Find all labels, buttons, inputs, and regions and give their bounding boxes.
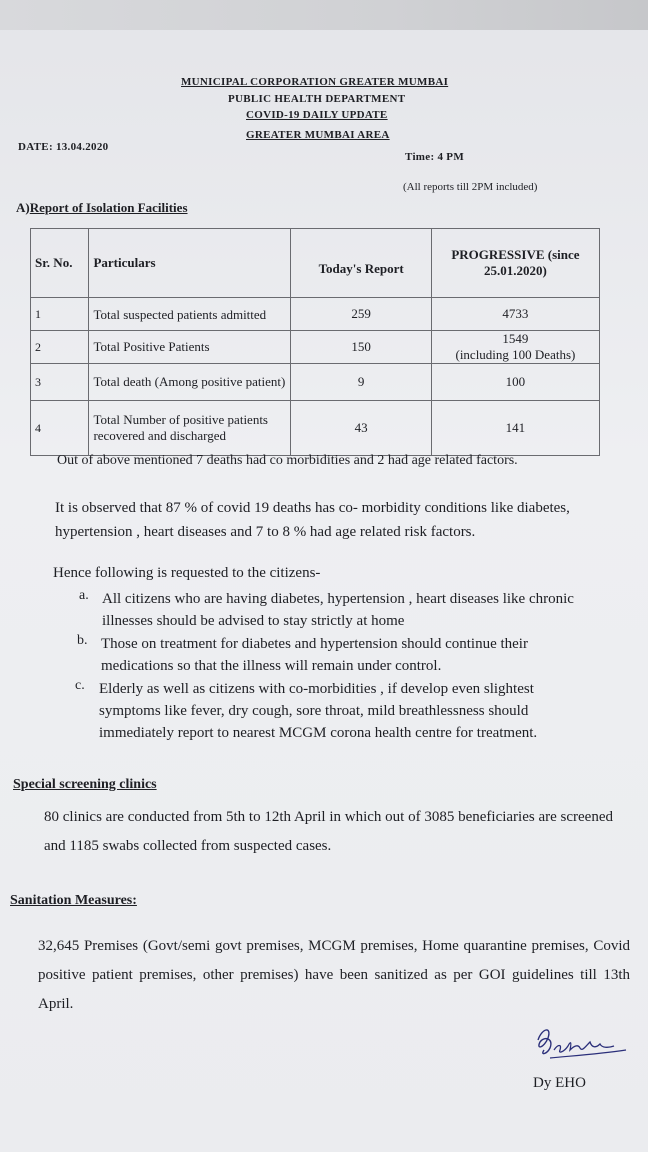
request-marker-c: c. xyxy=(75,678,85,693)
section-c-paragraph: 32,645 Premises (Govt/semi govt premises, MCGM premises, Home quarantine premises, Covid positive patient premises, other premises) have been sanitized as per GOI guidelines till 13th April. xyxy=(38,938,630,1012)
row-sr: 1 xyxy=(31,298,89,331)
row-progressive-cell xyxy=(431,331,599,364)
isolation-facilities-table xyxy=(30,228,600,456)
row-progressive: 1549 xyxy=(502,331,529,346)
section-b-paragraph: 80 clinics are conducted from 5th to 12th April in which out of 3085 beneficiaries are screened and 1185 swabs collected from suspected cases. xyxy=(44,809,613,854)
table-footnote: Out of above mentioned 7 deaths had co morbidities and 2 had age related factors. xyxy=(57,453,518,468)
header-progressive: PROGRESSIVE (since 25.01.2020) xyxy=(431,229,599,298)
request-marker-a: a. xyxy=(79,588,89,603)
section-a-title: Report of Isolation Facilities xyxy=(29,200,188,215)
row-progressive: 4733 xyxy=(431,298,599,331)
header-department: PUBLIC HEALTH DEPARTMENT xyxy=(228,93,406,105)
request-item-c: Elderly as well as citizens with co-morbidities , if develop even slightest symptoms like fever, dry cough, sore throat, mild breathlessness should immediately report to nearest MCGM corona health centre for treatment. xyxy=(99,681,538,741)
row-today: 259 xyxy=(291,298,431,331)
table-row xyxy=(31,401,600,456)
page-top-shadow xyxy=(0,0,648,30)
header-area: GREATER MUMBAI AREA xyxy=(246,129,390,141)
row-sr: 3 xyxy=(31,364,89,401)
report-date: DATE: 13.04.2020 xyxy=(18,141,109,153)
row-progressive: 100 xyxy=(431,364,599,401)
handwritten-signature xyxy=(530,1020,630,1070)
row-progressive: 141 xyxy=(431,401,599,456)
request-intro: Hence following is requested to the citizens- xyxy=(53,565,321,581)
report-time: Time: 4 PM xyxy=(405,151,465,163)
section-a-prefix: A) xyxy=(16,200,30,215)
header-particulars: Particulars xyxy=(89,229,291,298)
row-particular: Total death (Among positive patient) xyxy=(89,364,291,401)
header-organization: MUNICIPAL CORPORATION GREATER MUMBAI xyxy=(181,76,449,88)
row-today: 9 xyxy=(291,364,431,401)
row-today: 43 xyxy=(291,401,431,456)
row-particular: Total Number of positive patients recovered and discharged xyxy=(89,401,291,456)
row-particular: Total Positive Patients xyxy=(89,331,291,364)
row-progressive-note: (including 100 Deaths) xyxy=(455,347,576,362)
table-row xyxy=(31,298,600,331)
section-c-heading: Sanitation Measures: xyxy=(10,893,137,908)
table-header-row xyxy=(31,229,600,298)
reports-included-note: (All reports till 2PM included) xyxy=(403,181,538,193)
section-b-heading: Special screening clinics xyxy=(13,777,157,792)
observation-paragraph: It is observed that 87 % of covid 19 deaths has co- morbidity conditions like diabetes, hypertension , heart diseases and 7 to 8 % had age related risk factors. xyxy=(55,500,570,540)
request-item-a: All citizens who are having diabetes, hypertension , heart diseases like chronic illnesses should be advised to stay strictly at home xyxy=(102,591,574,629)
table-row xyxy=(31,364,600,401)
request-item-b: Those on treatment for diabetes and hypertension should continue their medications so that the illness will remain under control. xyxy=(101,636,528,674)
row-sr: 2 xyxy=(31,331,89,364)
row-sr: 4 xyxy=(31,401,89,456)
request-marker-b: b. xyxy=(77,633,88,648)
row-today: 150 xyxy=(291,331,431,364)
table-row xyxy=(31,331,600,364)
header-todays-report: Today's Report xyxy=(291,229,431,298)
row-particular: Total suspected patients admitted xyxy=(89,298,291,331)
header-sr-no: Sr. No. xyxy=(31,229,89,298)
section-a-heading xyxy=(16,200,188,216)
header-update-title: COVID-19 DAILY UPDATE xyxy=(246,109,388,121)
signatory-title: Dy EHO xyxy=(533,1075,586,1091)
